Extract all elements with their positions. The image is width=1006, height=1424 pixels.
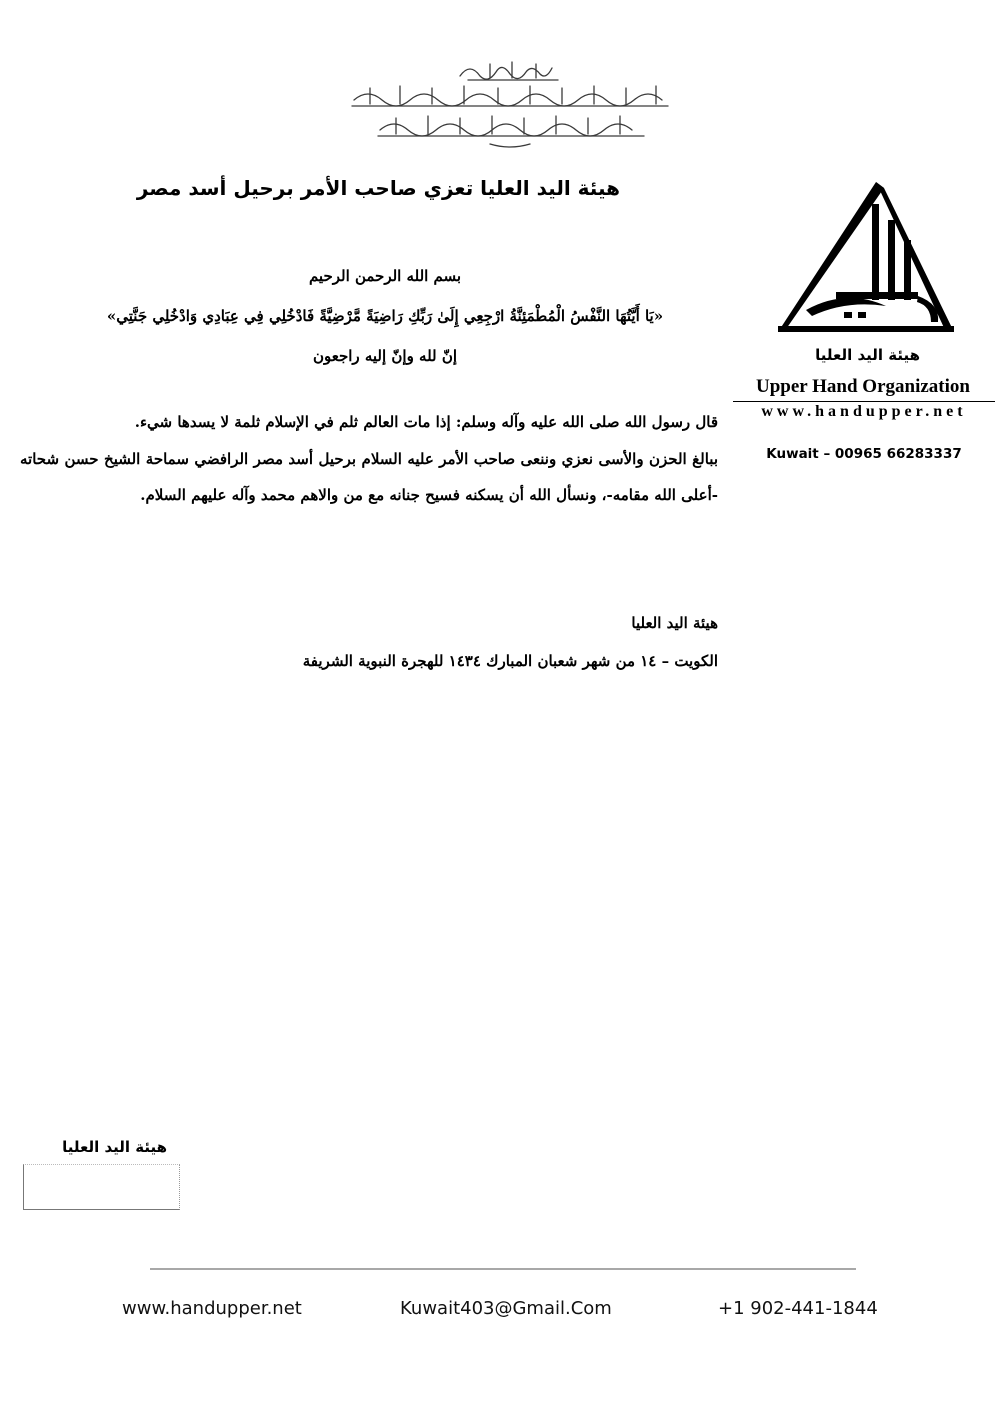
triangle-calligraphy-logo-icon: [776, 180, 956, 340]
org-name-english: Upper Hand Organization: [756, 376, 970, 397]
istirja-line: إنّ لله وإنّ إليه راجعون: [312, 347, 458, 365]
opening-block: [20, 256, 750, 376]
body-text: [20, 404, 718, 514]
stamp-box: [23, 1164, 180, 1210]
org-website-link[interactable]: www.handupper.net: [761, 403, 967, 420]
signature-block: [100, 604, 718, 680]
org-contact: Kuwait – 00965 66283337: [766, 446, 962, 462]
hadith-paragraph: قال رسول الله صلى الله عليه وآله وسلم: إذا مات العالم ثلم في الإسلام ثلمة لا يسدها شيء.: [134, 413, 718, 431]
date-line: الكويت – ١٤ من شهر شعبان المبارك ١٤٣٤ للهجرة النبوية الشريفة: [302, 652, 718, 670]
org-name-arabic: هيئة اليد العليا: [815, 346, 920, 364]
footer-website-link[interactable]: www.handupper.net: [122, 1298, 302, 1319]
signature-name: هيئة اليد العليا: [631, 614, 718, 632]
footer-phone: +1 902-441-1844: [718, 1298, 878, 1319]
condolence-paragraph: ببالغ الحزن والأسى نعزي وننعى صاحب الأمر عليه السلام برحيل أسد مصر الرافضي سماحة الشيخ حسن شحاته -أعلى الله مقامه-، ونسأل الله أن يسكنه فسيح جنانه مع من والاهم محمد وآله عليهم السلام.: [20, 449, 718, 504]
org-divider: [733, 401, 995, 402]
document-title: هيئة اليد العليا تعزي صاحب الأمر برحيل أسد مصر: [136, 176, 620, 200]
footer-email-link[interactable]: Kuwait403@Gmail.Com: [400, 1298, 612, 1319]
basmala-line: بسم الله الرحمن الرحيم: [308, 267, 462, 285]
footer-divider: [150, 1268, 856, 1270]
quran-verse: «يَا أَيَّتُهَا النَّفْسُ الْمُطْمَئِنَّةُ ارْجِعِي إِلَىٰ رَبِّكِ رَاضِيَةً مَّرْضِيَّةً فَادْخُلِي فِي عِبَادِي وَادْخُلِي جَنَّتِي»: [106, 307, 664, 325]
stamp-label: هيئة اليد العليا: [62, 1138, 167, 1156]
calligraphy-header-icon: [340, 58, 680, 150]
